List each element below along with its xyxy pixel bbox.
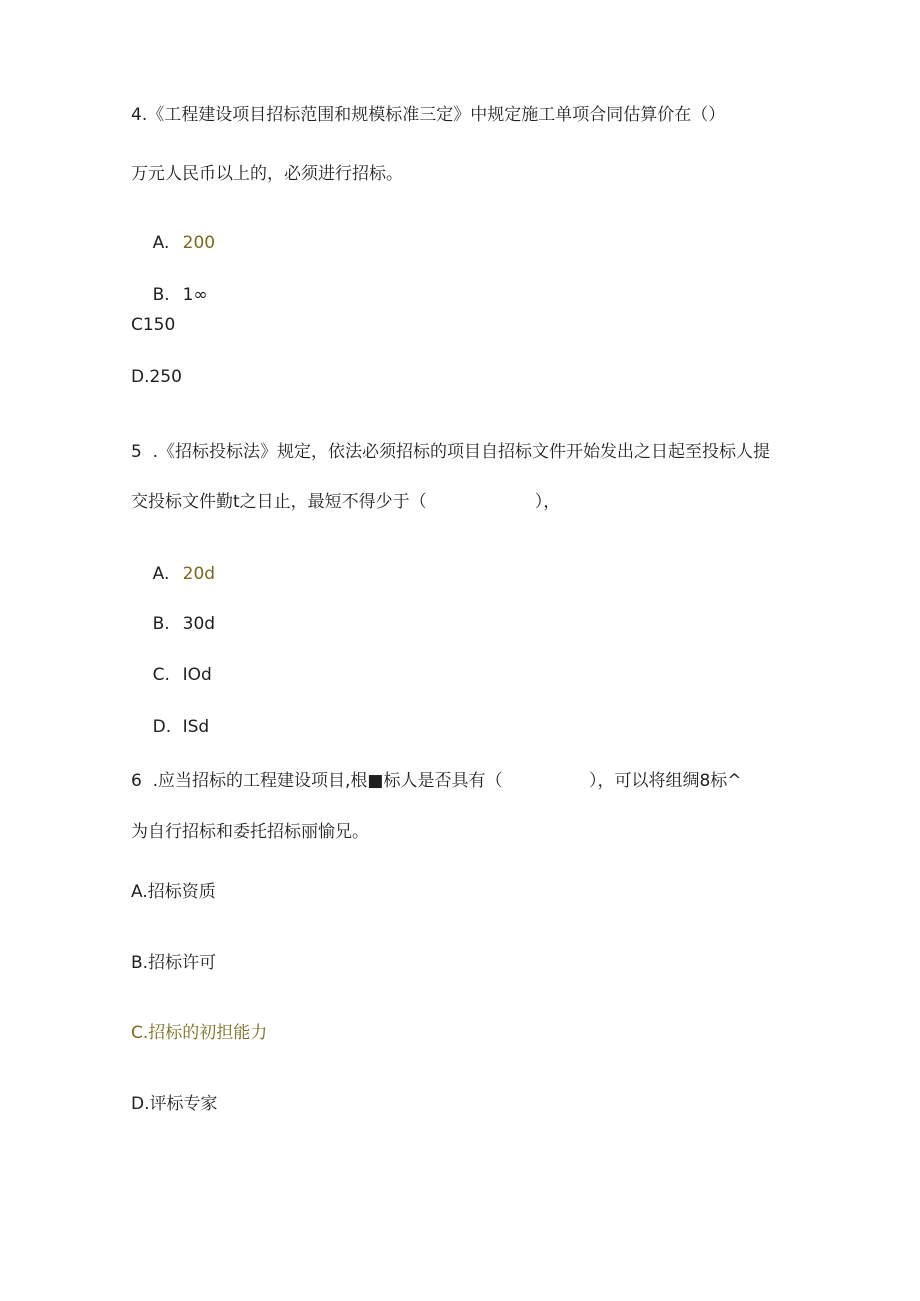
q5-option-a-value: 20d	[182, 564, 216, 584]
q4-option-b-value: 1∞	[182, 285, 208, 305]
q5-option-b-value: 30d	[182, 614, 216, 634]
q5-option-a-letter: A.	[152, 564, 170, 584]
q5-option-d-letter: D.	[152, 717, 172, 737]
q5-option-c-letter: C.	[152, 665, 170, 685]
q5-option-d-value: ISd	[182, 717, 210, 737]
q6-stem-line2: 为自行招标和委托招标丽愉兄。	[131, 822, 369, 842]
q4-option-a-letter: A.	[152, 233, 170, 253]
q5-option-c-value: IOd	[182, 665, 212, 685]
q5-option-d	[131, 694, 209, 760]
q4-option-c: C150	[131, 315, 176, 335]
q4-option-a-value: 200	[182, 233, 216, 253]
q6-stem-line1: 6 .应当招标的工程建设项目,根■标人是否具有（ ），可以将组绸8标^	[131, 771, 742, 791]
q5-stem-line2: 交投标文件勤t之日止，最短不得少于（ ），	[131, 492, 561, 512]
q4-option-b-letter: B.	[152, 285, 170, 305]
q6-option-c: C.招标的初担能力	[131, 1023, 268, 1043]
q5-stem-line1: 5 .《招标投标法》规定，依法必须招标的项目自招标文件开始发出之日起至投标人提	[131, 442, 771, 462]
q4-option-d: D.250	[131, 367, 182, 387]
q6-option-a: A.招标资质	[131, 882, 216, 902]
q4-stem-line1: 4.《工程建设项目招标范围和规模标准三定》中规定施工单项合同估算价在（）	[131, 105, 726, 125]
q4-stem-line2: 万元人民币以上的，必须进行招标。	[131, 164, 403, 184]
q5-option-b-letter: B.	[152, 614, 170, 634]
q6-option-d: D.评标专家	[131, 1094, 218, 1114]
q6-option-b: B.招标许可	[131, 953, 217, 973]
